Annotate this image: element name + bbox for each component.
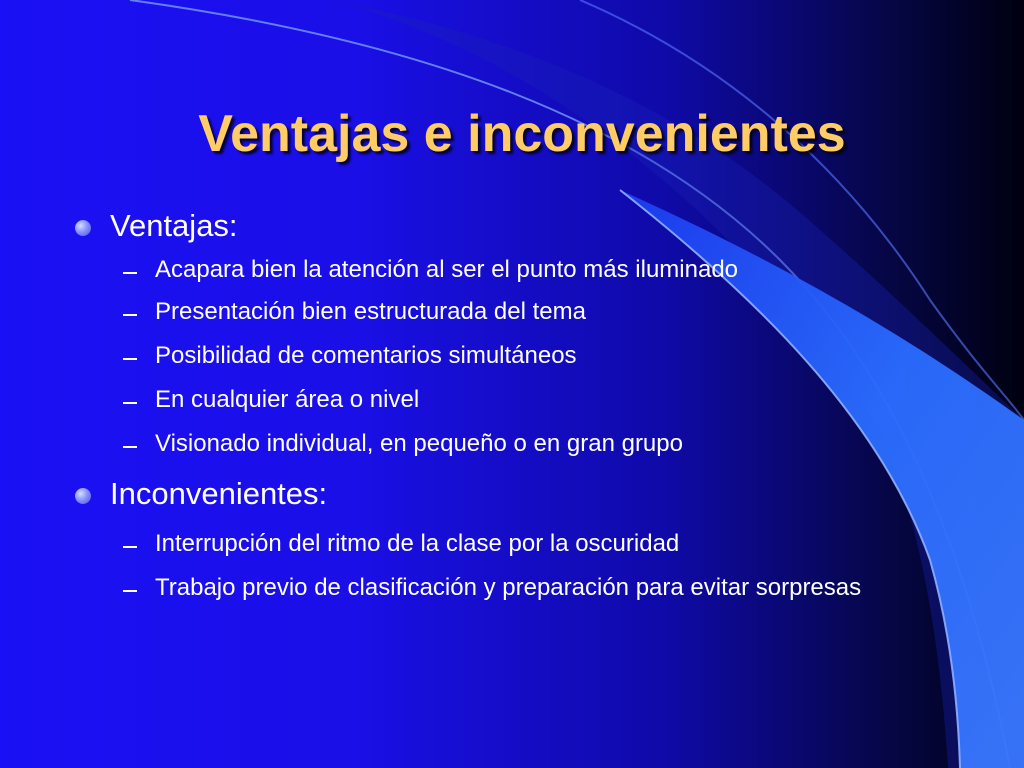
dash-icon (123, 402, 137, 404)
list-item: Acapara bien la atención al ser el punto más iluminado (155, 256, 739, 283)
list-item: En cualquier área o nivel (155, 386, 420, 413)
bullet-icon (75, 488, 91, 504)
list-item: Visionado individual, en pequeño o en gran grupo (155, 430, 683, 457)
section-heading: Ventajas: (110, 208, 238, 243)
dash-icon (123, 446, 137, 448)
bullet-icon (75, 220, 91, 236)
list-item: Trabajo previo de clasificación y preparación para evitar sorpresas (155, 574, 862, 601)
slide-title: Ventajas e inconvenientes (198, 105, 846, 163)
dash-icon (123, 272, 137, 274)
section-heading: Inconvenientes: (110, 476, 328, 511)
dash-icon (123, 590, 137, 592)
list-item: Presentación bien estructurada del tema (155, 298, 586, 325)
list-item: Posibilidad de comentarios simultáneos (155, 342, 577, 369)
list-item: Interrupción del ritmo de la clase por la oscuridad (155, 530, 680, 557)
dash-icon (123, 314, 137, 316)
dash-icon (123, 358, 137, 360)
dash-icon (123, 546, 137, 548)
